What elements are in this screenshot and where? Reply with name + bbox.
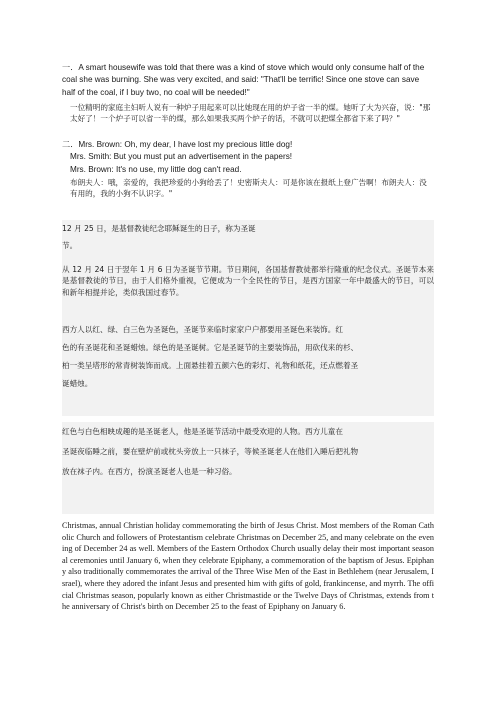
christmas-chinese-section	[62, 220, 434, 416]
joke-two-translation: 布朗夫人：哦，亲爱的，我把珍爱的小狗给丢了！史密斯夫人：可是你该在报纸上登广告啊！布朗夫人：没有用的，我的小狗不认识字。"	[70, 178, 427, 199]
christmas-santa-section	[62, 422, 434, 514]
christmas-p1-line1: 12 月 25 日，是基督教徒纪念耶稣诞生的日子，称为圣诞	[62, 224, 256, 233]
joke-two-chinese	[62, 177, 434, 200]
joke-one-chinese	[62, 102, 434, 125]
christmas-p3-line3: 柏一类呈塔形的常青树装饰而成。上面悬挂着五颜六色的彩灯、礼物和纸花，还点燃着圣	[62, 361, 359, 370]
christmas-english-text: Christmas, annual Christian holiday commemorating the birth of Jesus Christ. Most members of the Roman Catholic Church and followers of Protestantism celebrate Christmas on December 25, and many celebrate on the evening of December 24 as well. Members of the Eastern Orthodox Church usually delay their most important seasonal ceremonies until January 6, when they celebrate Epiphany, a commemoration of the baptism of Jesus. Epiphany also traditionally commemorates the arrival of the Three Wise Men of the East in Bethlehem (near Jerusalem, Israel), where they adored the infant Jesus and presented him with gifts of gold, frankincense, and myrrh. The official Christmas season, popularly known as either Christmastide or the Twelve Days of Christmas, extends from the anniversary of Christ's birth on December 25 to the feast of Epiphany on January 6.	[62, 521, 434, 612]
joke-two-english	[62, 139, 434, 176]
christmas-english-section	[62, 520, 434, 613]
christmas-p4-line1: 红色与白色相映成趣的是圣诞老人，他是圣诞节活动中最受欢迎的人物。西方儿童在	[62, 427, 343, 436]
christmas-p3-line1: 西方人以红、绿、白三色为圣诞色，圣诞节来临时家家户户都要用圣诞色来装饰。红	[62, 325, 343, 334]
christmas-p4-line2: 圣诞夜临睡之前，要在壁炉前或枕头旁放上一只袜子，等候圣诞老人在他们入睡后把礼物	[62, 447, 359, 456]
joke-two-line-3: Mrs. Brown: It's no use, my little dog can't read.	[70, 164, 242, 174]
joke-two-line-1: 二．Mrs. Brown: Oh, my dear, I have lost my precious little dog!	[62, 140, 293, 149]
christmas-p1-line2: 节。	[62, 241, 78, 250]
joke-one-english	[62, 62, 434, 99]
joke-one-text: 一．A smart housewife was told that there was a kind of stove which would only consume half of the coal she was burning. She was very excited, and said: "That'll be terrific! Since one stove can save half of the coal, if I buy two, no coal will be needed!"	[62, 63, 425, 97]
christmas-p2: 从 12 月 24 日于翌年 1 月 6 日为圣诞节节期。节日期间，各国基督教徒都举行隆重的纪念仪式。圣诞节本来是基督教徒的节日，由于人们格外重视，它便成为一个全民性的节日，是西方国家一年中最盛大的节日，可以和新年相提并论，类似我国过春节。	[62, 265, 434, 297]
christmas-p3-line4: 诞蜡烛。	[62, 379, 93, 388]
christmas-p4-line3: 放在袜子内。在西方，扮演圣诞老人也是一种习俗。	[62, 467, 237, 476]
joke-one-translation: 一位精明的家庭主妇听人说有一种炉子用起来可以比她现在用的炉子省一半的煤。她听了大为兴奋，说："那太好了！一个炉子可以省一半的煤，那么如果我买两个炉子的话，不就可以把煤全都省下来了吗？"	[70, 103, 431, 124]
christmas-p3-line2: 色的有圣诞花和圣诞蜡烛。绿色的是圣诞树。它是圣诞节的主要装饰品，用砍伐来的杉、	[62, 343, 359, 352]
joke-two-line-2: Mrs. Smith: But you must put an advertisement in the papers!	[70, 152, 293, 162]
